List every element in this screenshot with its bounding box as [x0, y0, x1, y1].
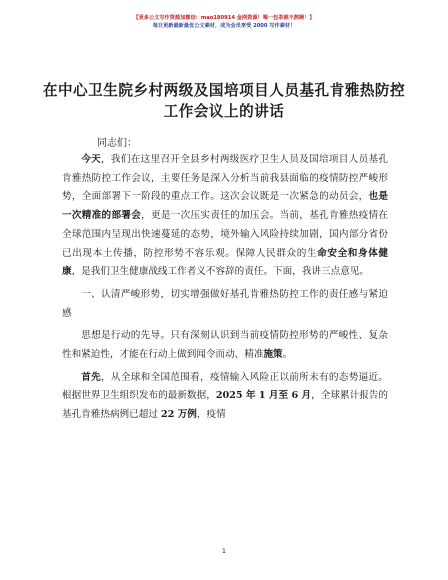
bold-text: 2025 年 1 月至 6 月	[215, 390, 312, 402]
promo-banner-line1: 【更多公文写作资源加微信：mao180914 金网资源！喝一包茶就不熬睡！】	[133, 15, 315, 21]
bold-text: 22 万例	[161, 409, 197, 421]
bold-text: 施策	[263, 349, 283, 361]
document-body	[62, 151, 388, 429]
bold-text: 今天	[81, 154, 102, 165]
paragraph-text: ，更是一次压实责任的加压会。当前，基孔肯雅热疫情在全球范围内呈现出快速蔓延的态势，境外输入风险持续加剧，国内部分省份已出现本土传播，防控形势不容乐观。保障人民群众的生	[62, 210, 389, 259]
bold-text: 命安全和身体健康	[62, 247, 389, 278]
bold-text: 也是一次精准的部署会	[62, 191, 389, 222]
paragraph-text: 思想是行动的先导。只有深刻认识到当前疫情防控形势的严峻性、复杂性和紧迫性，才能在行动上做到闻令而动、精准	[62, 330, 388, 361]
document-title: 在中心卫生院乡村两级及国培项目人员基孔肯雅热防控工作会议上的讲话	[42, 82, 406, 120]
page-number: 1	[221, 547, 227, 555]
paragraph-text: ，从全球和全国范围看，疫情输入风险正以前所未有的态势逼近。根据世界卫生组织发布的最新数据，	[62, 371, 389, 402]
paragraph-text: ，疫情	[196, 409, 226, 421]
section-heading: 一、认清严峻形势，切实增强做好基孔肯雅热防控工作的责任感与紧迫感	[62, 288, 388, 319]
paragraph-text: ，我们在这里召开全县乡村两级医疗卫生人员及国培项目人员基孔肯雅热防控工作会议，主要任务是深入分析当前我县面临的疫情防控严峻形势，全面部署下一阶段的重点工作。这次会议既是一次紧急的动员会，	[62, 154, 389, 203]
paragraph-text: ，全球累计报告的基孔肯雅热病例已超过	[62, 390, 389, 421]
promo-banner	[96, 14, 352, 30]
bold-text: 首先	[81, 371, 102, 383]
paragraph-intro	[62, 151, 388, 282]
promo-banner-line2: 每日更新最新最优公文素材，成为会员享受 2000 写作素材！	[152, 23, 296, 29]
paragraph-text: 。	[282, 349, 293, 361]
greeting: 同志们：	[97, 138, 137, 149]
paragraph-first	[62, 369, 388, 425]
paragraph-thought	[62, 327, 388, 364]
paragraph-text: ，是我们卫生健康战线工作者义不容辞的责任。下面，我讲三点意见。	[71, 266, 369, 278]
